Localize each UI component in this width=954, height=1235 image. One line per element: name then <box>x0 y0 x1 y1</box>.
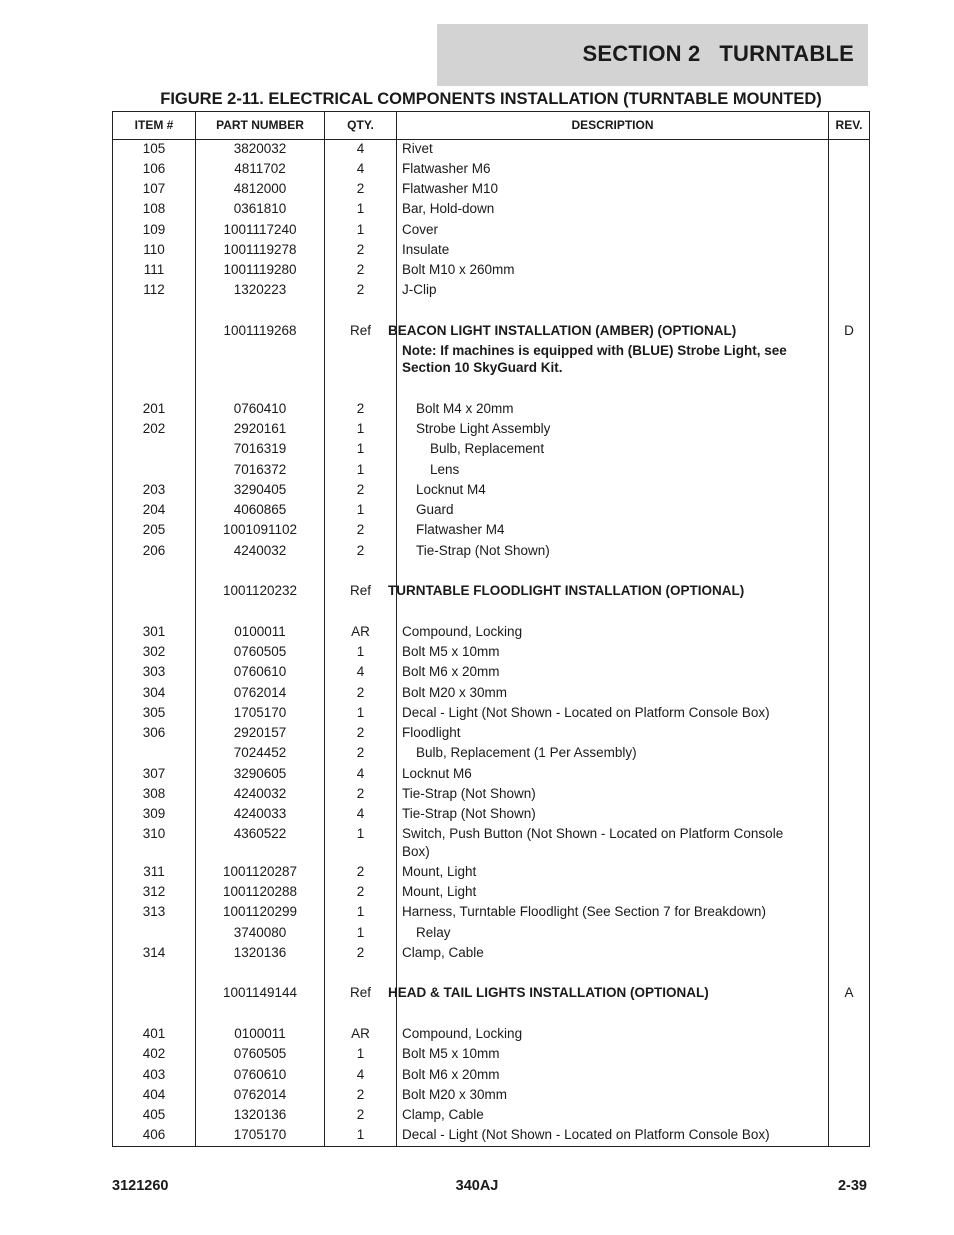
footer-page-number: 2-39 <box>837 1178 867 1194</box>
part-number-cell: 1320223 <box>233 282 287 297</box>
item-number-cell: 303 <box>142 664 166 679</box>
quantity-cell: 1 <box>356 904 365 919</box>
quantity-cell: 4 <box>356 141 365 156</box>
quantity-cell: 2 <box>356 745 365 760</box>
item-number-cell: 202 <box>142 421 166 436</box>
description-cell: Bolt M6 x 20mm <box>402 664 500 679</box>
description-cell: Strobe Light Assembly <box>416 421 551 436</box>
description-cell: Bolt M4 x 20mm <box>416 401 514 416</box>
part-number-cell: 4812000 <box>233 181 287 196</box>
part-number-cell: 1705170 <box>233 705 287 720</box>
item-number-cell: 405 <box>142 1107 166 1122</box>
part-number-cell: 3820032 <box>233 141 287 156</box>
item-number-cell: 308 <box>142 786 166 801</box>
footer-model: 340AJ <box>455 1178 499 1194</box>
quantity-cell: 2 <box>356 685 365 700</box>
description-cell: Locknut M4 <box>416 482 486 497</box>
item-number-cell: 205 <box>142 522 166 537</box>
quantity-cell: Ref <box>349 323 371 338</box>
quantity-cell: 4 <box>356 766 365 781</box>
item-number-cell: 302 <box>142 644 166 659</box>
part-number-cell: 1001120232 <box>222 583 298 598</box>
item-number-cell: 111 <box>143 262 165 277</box>
item-number-cell: 312 <box>142 884 166 899</box>
part-number-cell: 1320136 <box>233 1107 287 1122</box>
quantity-cell: 1 <box>356 1046 365 1061</box>
part-number-cell: 1001120299 <box>222 904 298 919</box>
revision-cell: D <box>844 323 854 338</box>
quantity-cell: 1 <box>356 462 365 477</box>
description-cell: Clamp, Cable <box>402 945 484 960</box>
description-cell: Flatwasher M4 <box>416 522 505 537</box>
item-number-cell: 403 <box>142 1067 166 1082</box>
quantity-cell: 2 <box>356 522 365 537</box>
description-cell: Tie-Strap (Not Shown) <box>402 806 536 821</box>
quantity-cell: Ref <box>349 985 371 1000</box>
item-number-cell: 314 <box>142 945 166 960</box>
part-number-cell: 0760610 <box>233 1067 287 1082</box>
description-cell: TURNTABLE FLOODLIGHT INSTALLATION (OPTIONAL) <box>388 583 745 598</box>
description-cell: Mount, Light <box>402 864 477 879</box>
quantity-cell: AR <box>351 624 370 639</box>
quantity-cell: 2 <box>356 482 365 497</box>
item-number-cell: 404 <box>142 1087 166 1102</box>
quantity-cell: 1 <box>356 421 365 436</box>
quantity-cell: 2 <box>356 282 365 297</box>
description-cell: Bolt M5 x 10mm <box>402 644 500 659</box>
item-number-cell: 204 <box>142 502 166 517</box>
description-cell: J-Clip <box>402 282 437 297</box>
description-cell: BEACON LIGHT INSTALLATION (AMBER) (OPTIONAL) <box>388 323 737 338</box>
part-number-cell: 4060865 <box>233 502 287 517</box>
part-number-cell: 1001149144 <box>222 985 298 1000</box>
part-number-cell: 7024452 <box>233 745 287 760</box>
description-cell: Bulb, Replacement <box>430 441 545 456</box>
part-number-cell: 1001117240 <box>223 222 297 237</box>
description-cell: Locknut M6 <box>402 766 472 781</box>
description-cell: Bolt M5 x 10mm <box>402 1046 500 1061</box>
description-cell: Bolt M6 x 20mm <box>402 1067 500 1082</box>
item-number-cell: 313 <box>142 904 166 919</box>
quantity-cell: 4 <box>356 664 365 679</box>
part-number-cell: 4811702 <box>234 161 286 176</box>
part-number-cell: 0760505 <box>233 644 287 659</box>
part-number-cell: 0100011 <box>234 624 286 639</box>
item-number-cell: 311 <box>143 864 165 879</box>
item-number-cell: 401 <box>142 1026 166 1041</box>
section-header-box <box>437 24 868 86</box>
item-number-cell: 109 <box>142 222 166 237</box>
description-cell: Switch, Push Button (Not Shown - Located on Platform Console <box>402 826 784 841</box>
item-number-cell: 307 <box>142 766 166 781</box>
part-number-cell: 0760610 <box>233 664 287 679</box>
description-cell: Section 10 SkyGuard Kit. <box>402 360 563 375</box>
description-cell: Bolt M10 x 260mm <box>402 262 515 277</box>
part-number-cell: 4240032 <box>233 786 287 801</box>
quantity-cell: 2 <box>356 181 365 196</box>
part-number-cell: 3290405 <box>233 482 287 497</box>
part-number-cell: 2920157 <box>233 725 287 740</box>
part-number-cell: 1705170 <box>233 1127 287 1142</box>
description-cell: Decal - Light (Not Shown - Located on Platform Console Box) <box>402 705 770 720</box>
part-number-cell: 0762014 <box>233 1087 287 1102</box>
item-number-cell: 107 <box>142 181 166 196</box>
quantity-cell: 4 <box>356 1067 365 1082</box>
item-number-cell: 305 <box>142 705 166 720</box>
quantity-cell: 2 <box>356 884 365 899</box>
part-number-cell: 7016372 <box>233 462 287 477</box>
part-number-cell: 7016319 <box>233 441 287 456</box>
item-number-cell: 206 <box>142 543 166 558</box>
part-number-cell: 4240033 <box>233 806 287 821</box>
quantity-cell: 1 <box>356 705 365 720</box>
quantity-cell: 2 <box>356 786 365 801</box>
description-cell: Guard <box>416 502 454 517</box>
description-cell: Insulate <box>402 242 450 257</box>
item-number-cell: 309 <box>142 806 166 821</box>
description-cell: Rivet <box>402 141 433 156</box>
part-number-cell: 4240032 <box>233 543 287 558</box>
quantity-cell: 2 <box>356 1107 365 1122</box>
part-number-cell: 0760505 <box>233 1046 287 1061</box>
column-header-rev: REV. <box>835 118 863 132</box>
quantity-cell: 1 <box>356 201 365 216</box>
description-cell: Tie-Strap (Not Shown) <box>402 786 536 801</box>
quantity-cell: 1 <box>356 644 365 659</box>
part-number-cell: 1001119280 <box>223 262 297 277</box>
description-cell: Mount, Light <box>402 884 477 899</box>
part-number-cell: 1001120287 <box>222 864 298 879</box>
quantity-cell: Ref <box>349 583 371 598</box>
item-number-cell: 304 <box>142 685 166 700</box>
part-number-cell: 1001120288 <box>222 884 298 899</box>
revision-cell: A <box>844 985 854 1000</box>
quantity-cell: 1 <box>356 1127 365 1142</box>
description-cell: Clamp, Cable <box>402 1107 484 1122</box>
part-number-cell: 1001091102 <box>222 522 298 537</box>
quantity-cell: 1 <box>356 826 365 841</box>
description-cell: Relay <box>416 925 451 940</box>
description-cell: Note: If machines is equipped with (BLUE) Strobe Light, see <box>402 343 787 358</box>
description-cell: Harness, Turntable Floodlight (See Section 7 for Breakdown) <box>402 904 766 919</box>
section-title: SECTION 2 TURNTABLE <box>582 41 854 66</box>
part-number-cell: 1001119278 <box>223 242 297 257</box>
description-cell: Flatwasher M10 <box>402 181 499 196</box>
description-cell: Floodlight <box>402 725 461 740</box>
description-cell: Bar, Hold-down <box>402 201 495 216</box>
quantity-cell: 2 <box>356 543 365 558</box>
quantity-cell: 2 <box>356 242 365 257</box>
item-number-cell: 105 <box>142 141 166 156</box>
part-number-cell: 3740080 <box>233 925 287 940</box>
description-cell: Bulb, Replacement (1 Per Assembly) <box>416 745 637 760</box>
item-number-cell: 301 <box>142 624 166 639</box>
part-number-cell: 0361810 <box>233 201 287 216</box>
quantity-cell: 2 <box>356 401 365 416</box>
quantity-cell: 2 <box>356 262 365 277</box>
part-number-cell: 0762014 <box>233 685 287 700</box>
item-number-cell: 108 <box>142 201 166 216</box>
quantity-cell: 2 <box>356 864 365 879</box>
quantity-cell: 2 <box>356 725 365 740</box>
column-header-description: DESCRIPTION <box>571 118 654 132</box>
description-cell: Compound, Locking <box>402 624 523 639</box>
description-cell: Box) <box>402 844 430 859</box>
footer-document-number: 3121260 <box>112 1178 169 1194</box>
part-number-cell: 4360522 <box>233 826 287 841</box>
item-number-cell: 406 <box>142 1127 166 1142</box>
part-number-cell: 3290605 <box>233 766 287 781</box>
quantity-cell: 1 <box>356 502 365 517</box>
item-number-cell: 106 <box>142 161 166 176</box>
quantity-cell: 1 <box>356 222 365 237</box>
description-cell: Compound, Locking <box>402 1026 523 1041</box>
parts-table <box>112 111 870 1147</box>
description-cell: HEAD & TAIL LIGHTS INSTALLATION (OPTIONAL) <box>388 985 709 1000</box>
quantity-cell: 2 <box>356 1087 365 1102</box>
description-cell: Tie-Strap (Not Shown) <box>416 543 550 558</box>
item-number-cell: 110 <box>143 242 165 257</box>
item-number-cell: 310 <box>142 826 166 841</box>
quantity-cell: 1 <box>356 441 365 456</box>
part-number-cell: 2920161 <box>233 421 287 436</box>
quantity-cell: 4 <box>356 806 365 821</box>
description-cell: Lens <box>430 462 460 477</box>
item-number-cell: 112 <box>143 282 165 297</box>
quantity-cell: 2 <box>356 945 365 960</box>
item-number-cell: 201 <box>142 401 166 416</box>
part-number-cell: 1001119268 <box>223 323 297 338</box>
description-cell: Bolt M20 x 30mm <box>402 685 508 700</box>
column-header-qty: QTY. <box>347 118 374 132</box>
quantity-cell: 4 <box>356 161 365 176</box>
item-number-cell: 402 <box>142 1046 166 1061</box>
column-header-part-number: PART NUMBER <box>216 118 304 132</box>
description-cell: Decal - Light (Not Shown - Located on Platform Console Box) <box>402 1127 770 1142</box>
figure-title: FIGURE 2-11. ELECTRICAL COMPONENTS INSTALLATION (TURNTABLE MOUNTED) <box>160 90 822 108</box>
quantity-cell: 1 <box>356 925 365 940</box>
description-cell: Flatwasher M6 <box>402 161 491 176</box>
quantity-cell: AR <box>351 1026 370 1041</box>
part-number-cell: 0760410 <box>233 401 287 416</box>
item-number-cell: 203 <box>142 482 166 497</box>
column-header-item: ITEM # <box>134 118 174 132</box>
item-number-cell: 306 <box>142 725 166 740</box>
part-number-cell: 0100011 <box>234 1026 286 1041</box>
description-cell: Bolt M20 x 30mm <box>402 1087 508 1102</box>
description-cell: Cover <box>402 222 439 237</box>
part-number-cell: 1320136 <box>233 945 287 960</box>
